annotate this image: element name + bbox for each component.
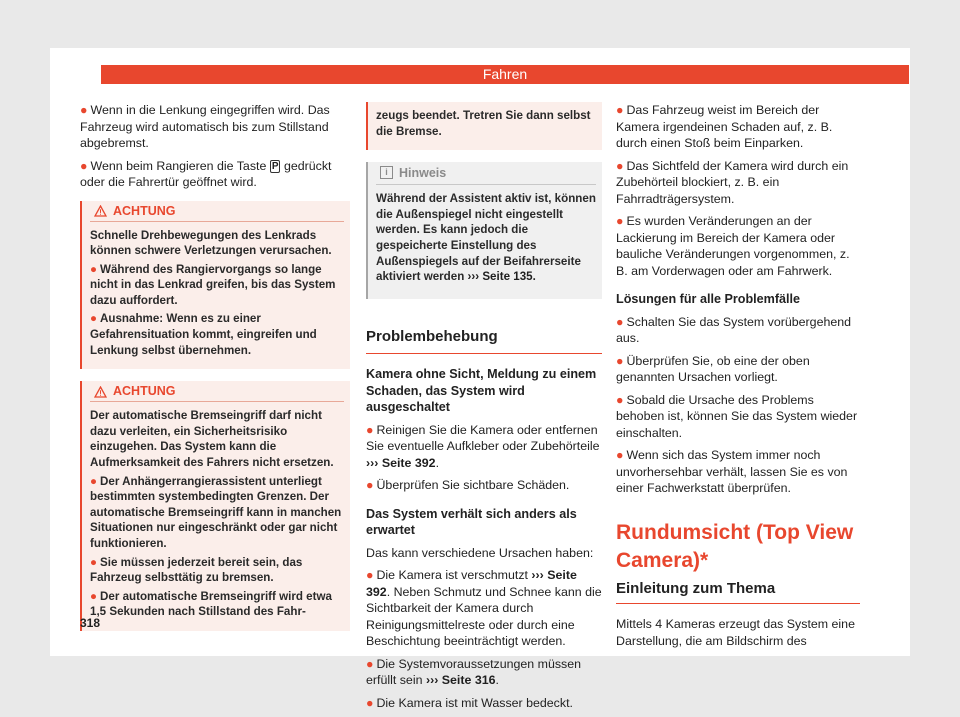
warning-box-continued: zeugs beendet. Tretren Sie dann selbst die Bremse. bbox=[366, 102, 602, 150]
note-box: i Hinweis Während der Assistent aktiv ist, können die Außenspiegel nicht eingestellt werden. Es kann jedoch die gespeicherte Einstellung des Außenspiegels auf der Beifahrerseite aktiviert werden ››› Seite 135. bbox=[366, 162, 602, 299]
note-header: i Hinweis bbox=[376, 162, 596, 185]
warning-header: ACHTUNG bbox=[90, 201, 344, 222]
page-reference-link[interactable]: ››› Seite 316 bbox=[425, 673, 496, 688]
list-item: ● Wenn sich das System immer noch unvorhersehbar verhält, lassen Sie es von einer Fachwerkstatt überprüfen. bbox=[616, 448, 848, 495]
manual-page bbox=[50, 48, 910, 710]
list-item: ● Wenn in die Lenkung eingegriffen wird. Das Fahrzeug wird automatisch bis zum Stillstand abgebremst. bbox=[80, 103, 330, 150]
list-item: ● Schalten Sie das System vorübergehend aus. bbox=[616, 314, 852, 345]
list-item: ● Der automatische Bremseingriff wird etwa 1,5 Sekunden nach Stillstand des Fahr- bbox=[90, 589, 332, 619]
subheading: Das System verhält sich anders als erwartet bbox=[366, 506, 577, 538]
subheading: Lösungen für alle Problemfälle bbox=[616, 292, 801, 306]
list-item: ● Ausnahme: Wenn es zu einer Gefahrensituation kommt, eingreifen und Lenkung selbst übernehmen. bbox=[90, 312, 317, 357]
chapter-header: Fahren bbox=[101, 65, 909, 84]
info-icon: i bbox=[380, 166, 393, 179]
warning-box: ACHTUNG Der automatische Bremseingriff darf nicht dazu verleiten, ein Sicherheitsrisiko einzugehen. Das System kann die Aufmerksamkeit des Fahrers nicht ersetzen. ● Der Anhängerrangierassistent unterliegt bestimmten systembedingten Grenzen. Der automatische Bremseingriff kann in manchen Situationen nur eingeschränkt oder gar nicht funktionieren. ● Sie müssen jederzeit bereit sein, das Fahrzeug selbsttätig zu bremsen. ● Der automatische Bremseingriff wird etwa 1,5 Sekunden nach Stillstand des Fahr- bbox=[80, 381, 350, 631]
park-assist-button-icon: P bbox=[271, 160, 279, 172]
list-item: ● Es wurden Veränderungen an der Lackierung im Bereich der Kamera oder bauliche Veränderungen vorgenommen, z. B. am Vorderwagen oder am Fahrwerk. bbox=[616, 214, 850, 278]
list-item: ● Sie müssen jederzeit bereit sein, das Fahrzeug selbsttätig zu bremsen. bbox=[90, 555, 303, 585]
list-item: ● Reinigen Sie die Kamera oder entfernen Sie eventuelle Aufkleber oder Zubehörteile ››› Seite 392. bbox=[366, 422, 600, 470]
subheading: Kamera ohne Sicht, Meldung zu einem Schaden, das System wird ausgeschaltet bbox=[366, 367, 597, 415]
warning-triangle-icon bbox=[94, 205, 107, 217]
list-item: ● Sobald die Ursache des Problems behoben ist, können Sie das System wieder einschalten. bbox=[616, 392, 858, 440]
list-item: ● Wenn beim Rangieren die Taste P gedrückt oder die Fahrertür geöffnet wird. bbox=[80, 158, 332, 189]
chapter-title: Rundumsicht (Top View Camera)* bbox=[616, 520, 854, 572]
page-reference-link[interactable]: ››› Seite 135 bbox=[467, 270, 533, 284]
page-number: 318 bbox=[80, 616, 101, 630]
list-item: ● Das Sichtfeld der Kamera wird durch ein Zubehörteil blockiert, z. B. ein Fahrradträgersystem. bbox=[616, 158, 849, 206]
warning-box: ACHTUNG Schnelle Drehbewegungen des Lenkrads können schwere Verletzungen verursachen. ● Während des Rangiervorgangs so lange nicht in das Lenkrad greifen, bis das System dazu auffordert. ● Ausnahme: Wenn es zu einer Gefahrensituation kommt, eingreifen und Lenkung selbst übernehmen. bbox=[80, 201, 350, 370]
warning-header: ACHTUNG bbox=[90, 381, 344, 402]
list-item: ● Das Fahrzeug weist im Bereich der Kamera irgendeinen Schaden auf, z. B. durch einen Stoß beim Einparken. bbox=[616, 103, 833, 150]
section-title: Problembehebung bbox=[366, 329, 602, 355]
section-title: Einleitung zum Thema bbox=[616, 581, 860, 605]
list-item: ● Die Systemvoraussetzungen müssen erfüllt sein ››› Seite 316. bbox=[366, 656, 582, 688]
list-item: ● Die Kamera ist mit Wasser bedeckt. bbox=[366, 695, 573, 710]
list-item: ● Überprüfen Sie, ob eine der oben genannten Ursachen vorliegt. bbox=[616, 353, 810, 384]
list-item: ● Überprüfen Sie sichtbare Schäden. bbox=[366, 478, 570, 493]
column-left bbox=[80, 102, 350, 643]
column-right: ● Das Fahrzeug weist im Bereich der Kamera irgendeinen Schaden auf, z. B. durch einen Stoß beim Einparken. ● Das Sichtfeld der Kamera wird durch ein Zubehörteil blockiert, z. B. ein Fahrradträgersystem. ● Es wurden Veränderungen an der Lackierung im Bereich der Kamera oder bauliche Veränderungen vorgenommen, z. B. am Vorderwagen oder am Fahrwerk. Lösungen für alle Problemfälle ● Schalten Sie das System vorübergehend aus. ● Überprüfen Sie, ob eine der oben genannten Ursachen vorliegt. ● Sobald die Ursache des Problems behoben ist, können Sie das System wieder einschalten. ● Wenn sich das System immer noch unvorhersehbar verhält, lassen Sie es von einer Fachwerkstatt überprüfen. Rundumsicht (Top View Camera)* Einleitung zum Thema Mittels 4 Kameras erzeugt das System eine Darstellung, die am Bildschirm des bbox=[616, 102, 860, 655]
list-item: ● Die Kamera ist verschmutzt ››› Seite 392. Neben Schmutz und Schnee kann die Sichtbarkeit der Kamera durch Reinigungsmittelreste oder durch eine Beschichtung beeinträchtigt werden. bbox=[366, 568, 602, 649]
page-reference-link[interactable]: ››› Seite 392 bbox=[366, 455, 436, 470]
column-middle: zeugs beendet. Tretren Sie dann selbst die Bremse. i Hinweis Während der Assistent aktiv ist, können die Außenspiegel nicht eingestellt werden. Es kann jedoch die gespeicherte Einstellung des Außenspiegels auf der Beifahrerseite aktiviert werden ››› Seite 135. Problembehebung Kamera ohne Sicht, Meldung zu einem Schaden, das System wird ausgeschaltet ● Reinigen Sie die Kamera oder entfernen Sie eventuelle Aufkleber oder Zubehörteile ››› Seite 392. ● Überprüfen Sie sichtbare Schäden. Das System verhält sich anders als erwartet Das kann verschiedene Ursachen haben: ● Die Kamera ist verschmutzt ››› Seite 392. Neben Schmutz und Schnee kann die Sichtbarkeit der Kamera durch Reinigungsmittelreste oder durch eine Beschichtung beeinträchtigt werden. ● Die Systemvoraussetzungen müssen erfüllt sein ››› Seite 316. ● Die Kamera ist mit Wasser bedeckt. bbox=[366, 102, 602, 717]
list-item: ● Der Anhängerrangierassistent unterliegt bestimmten systembedingten Grenzen. Der automatische Bremseingriff kann in manchen Situationen nur eingeschränkt oder gar nicht funktionieren. bbox=[90, 474, 342, 550]
warning-triangle-icon bbox=[94, 386, 107, 398]
list-item: ● Während des Rangiervorgangs so lange nicht in das Lenkrad greifen, bis das System dazu auffordert. bbox=[90, 262, 336, 307]
page-reference-link[interactable]: ››› Seite 392 bbox=[366, 568, 577, 599]
